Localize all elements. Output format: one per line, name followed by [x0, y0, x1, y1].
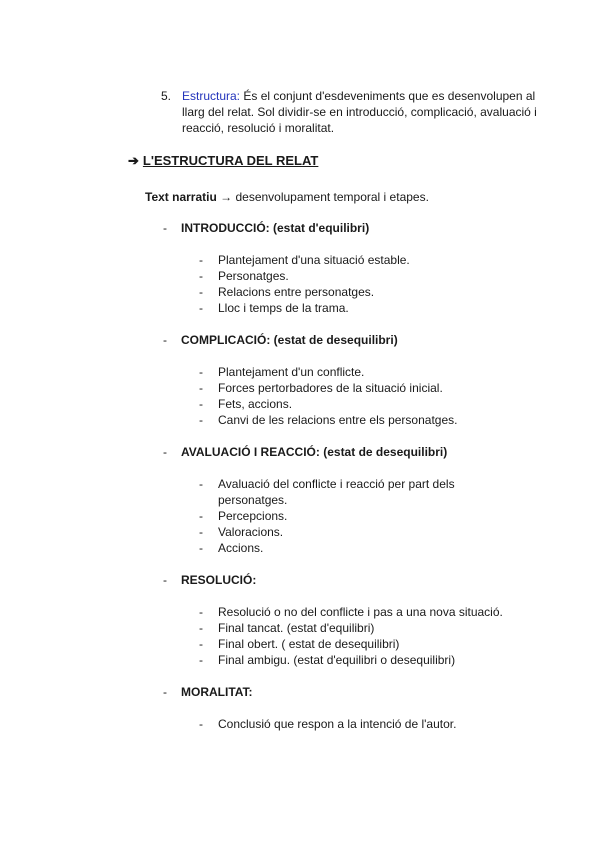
- arrow-right-icon: ➔: [128, 153, 139, 168]
- list-item: [163, 396, 523, 412]
- stage-label: AVALUACIÓ I REACCIÓ: (estat de desequilibri): [181, 445, 448, 459]
- list-item-text: Plantejament d'un conflicte.: [218, 365, 365, 379]
- list-item-text: Valoracions.: [218, 525, 284, 539]
- list-item-text: Fets, accions.: [218, 397, 293, 411]
- list-item: [163, 364, 523, 380]
- item-body: [182, 88, 541, 136]
- stage-list: [163, 364, 523, 428]
- dash-bullet: -: [199, 301, 203, 315]
- list-item: [163, 620, 523, 636]
- stage-label: MORALITAT:: [181, 685, 253, 699]
- dash-bullet: -: [163, 685, 167, 699]
- stage-label: INTRODUCCIÓ: (estat d'equilibri): [181, 221, 370, 235]
- stage-introduccio: [163, 220, 523, 316]
- intro-rest: → desenvolupament temporal i etapes.: [216, 190, 429, 204]
- dash-bullet: -: [163, 333, 167, 347]
- stage-complicacio: [163, 332, 523, 428]
- stage-heading: [163, 444, 523, 460]
- list-item-text: Final obert. ( estat de desequilibri): [218, 637, 400, 651]
- section-heading: [128, 152, 318, 170]
- stage-resolucio: [163, 572, 523, 668]
- stage-heading: [163, 572, 523, 588]
- dash-bullet: -: [199, 381, 203, 395]
- stage-label: COMPLICACIÓ: (estat de desequilibri): [181, 333, 398, 347]
- dash-bullet: -: [199, 397, 203, 411]
- list-item: [163, 284, 523, 300]
- dash-bullet: -: [199, 621, 203, 635]
- stage-avaluacio-reaccio: [163, 444, 523, 556]
- dash-bullet: -: [199, 653, 203, 667]
- dash-bullet: -: [199, 605, 203, 619]
- dash-bullet: -: [199, 525, 203, 539]
- list-item-text: Canvi de les relacions entre els personatges.: [218, 413, 458, 427]
- list-item-text: Final ambigu. (estat d'equilibri o desequilibri): [218, 653, 456, 667]
- list-item: [163, 252, 523, 268]
- numbered-item-5: [161, 88, 541, 136]
- list-item-text: Plantejament d'una situació estable.: [218, 253, 410, 267]
- stage-list: [163, 252, 523, 316]
- dash-bullet: -: [199, 509, 203, 523]
- list-item-text: Accions.: [218, 541, 264, 555]
- stage-label: RESOLUCIÓ:: [181, 573, 257, 587]
- list-item: [163, 268, 523, 284]
- stage-heading: [163, 332, 523, 348]
- dash-bullet: -: [199, 717, 203, 731]
- stage-list: [163, 604, 523, 668]
- dash-bullet: -: [163, 573, 167, 587]
- item-term: Estructura:: [182, 89, 241, 103]
- stage-list: [163, 716, 523, 732]
- list-item: [163, 476, 523, 508]
- dash-bullet: -: [163, 221, 167, 235]
- list-item-text: Resolució o no del conflicte i pas a una nova situació.: [218, 605, 503, 619]
- intro-line: [145, 189, 429, 205]
- dash-bullet: -: [199, 541, 203, 555]
- stage-list: [163, 476, 523, 556]
- list-item-text: Forces pertorbadores de la situació inicial.: [218, 381, 443, 395]
- dash-bullet: -: [199, 477, 203, 491]
- stage-heading: [163, 220, 523, 236]
- dash-bullet: -: [199, 253, 203, 267]
- list-item-text: Lloc i temps de la trama.: [218, 301, 349, 315]
- dash-bullet: -: [199, 637, 203, 651]
- list-item-text: Avaluació del conflicte i reacció per part dels personatges.: [218, 477, 455, 507]
- list-item: [163, 604, 523, 620]
- dash-bullet: -: [199, 413, 203, 427]
- dash-bullet: -: [199, 365, 203, 379]
- list-item: [163, 300, 523, 316]
- list-item: [163, 716, 523, 732]
- stage-heading: [163, 684, 523, 700]
- list-item: [163, 540, 523, 556]
- list-item: [163, 508, 523, 524]
- section-title: L'ESTRUCTURA DEL RELAT: [142, 153, 319, 168]
- item-number: 5.: [161, 89, 172, 103]
- list-item-text: Percepcions.: [218, 509, 288, 523]
- list-item: [163, 652, 523, 668]
- list-item-text: Final tancat. (estat d'equilibri): [218, 621, 375, 635]
- list-item-text: Personatges.: [218, 269, 289, 283]
- dash-bullet: -: [163, 445, 167, 459]
- dash-bullet: -: [199, 285, 203, 299]
- list-item: [163, 412, 523, 428]
- list-item: [163, 380, 523, 396]
- list-item-text: Relacions entre personatges.: [218, 285, 375, 299]
- list-item: [163, 636, 523, 652]
- item-text: És el conjunt d'esdeveniments que es desenvolupen al llarg del relat. Sol dividir-se en introducció, complicació, avaluació i reacció, resolució i moralitat.: [182, 89, 537, 135]
- stage-moralitat: [163, 684, 523, 732]
- dash-bullet: -: [199, 269, 203, 283]
- list-item-text: Conclusió que respon a la intenció de l'autor.: [218, 717, 457, 731]
- list-item: [163, 524, 523, 540]
- intro-lead: Text narratiu: [145, 190, 217, 204]
